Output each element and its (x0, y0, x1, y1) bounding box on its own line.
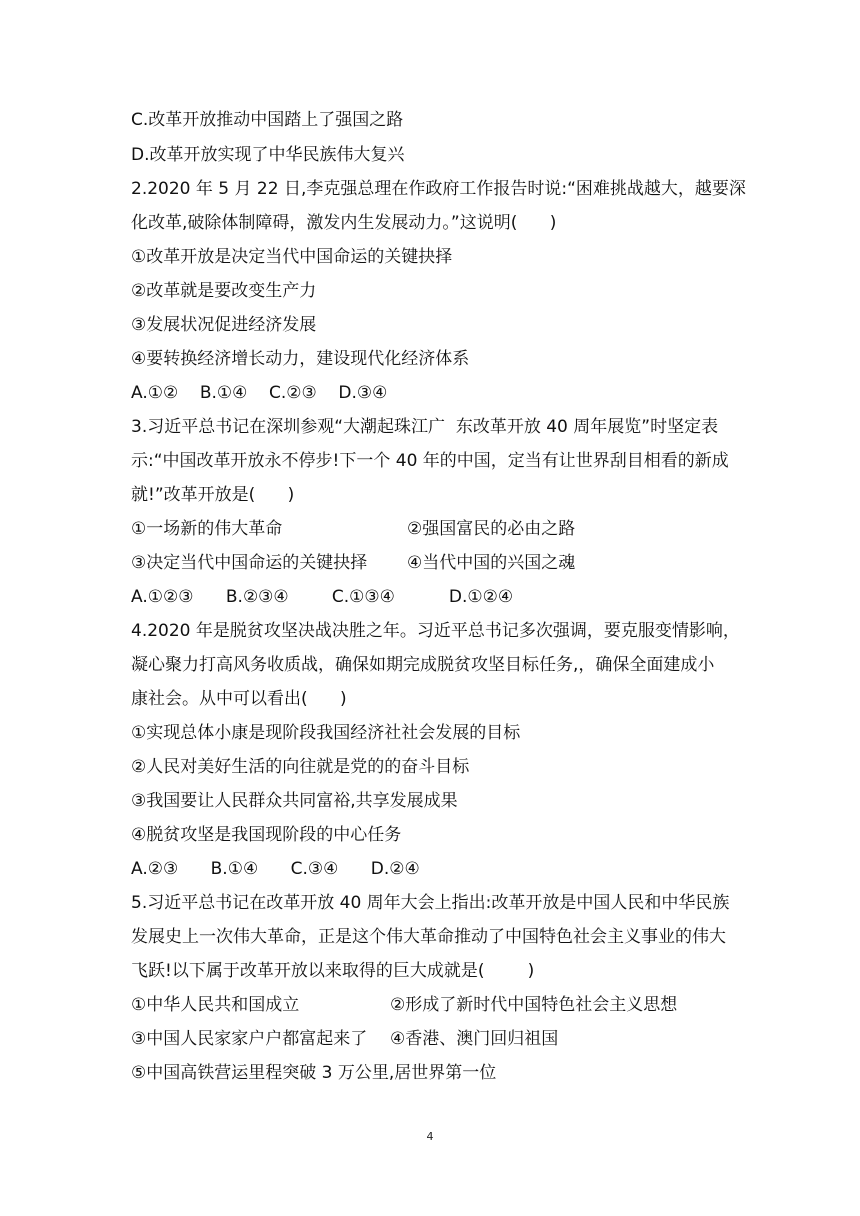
q4-statement-1: ①实现总体小康是现阶段我国经济社社会发展的目标 (131, 723, 521, 743)
q2-stem-line-2: 化改革,破除体制障碍，激发内生发展动力。”这说明( ) (131, 213, 557, 233)
q5-statement-4: ④香港、澳门回归祖国 (390, 1029, 559, 1049)
q2-choices: A.①② B.①④ C.②③ D.③④ (131, 383, 388, 403)
q3-stem-line-2: 示:“中国改革开放永不停步!下一个 40 年的中国，定当有让世界刮目相看的新成 (131, 451, 729, 471)
q5-stem-line-3: 飞跃!以下属于改革开放以来取得的巨大成就是( ) (131, 961, 535, 981)
page-number: 4 (426, 1130, 434, 1143)
q3-statement-4: ④当代中国的兴国之魂 (407, 553, 576, 573)
q3-choices: A.①②③ B.②③④ C.①③④ D.①②④ (131, 587, 514, 607)
q2-statement-2: ②改革就是要改变生产力 (131, 281, 317, 301)
q1-option-d: D.改革开放实现了中华民族伟大复兴 (131, 145, 405, 165)
q3-stem-line-3: 就!”改革开放是( ) (131, 485, 295, 505)
q1-option-c: C.改革开放推动中国踏上了强国之路 (131, 110, 404, 130)
q4-choices: A.②③ B.①④ C.③④ D.②④ (131, 859, 420, 879)
q2-stem-line-1: 2.2020 年 5 月 22 日,李克强总理在作政府工作报告时说:“困难挑战越大，越要深 (131, 179, 746, 199)
q4-statement-4: ④脱贫攻坚是我国现阶段的中心任务 (131, 825, 402, 845)
q2-statement-1: ①改革开放是决定当代中国命运的关键抉择 (131, 247, 453, 267)
q5-stem-line-1: 5.习近平总书记在改革开放 40 周年大会上指出:改革开放是中国人民和中华民族 (131, 893, 730, 913)
q5-statement-2: ②形成了新时代中国特色社会主义思想 (390, 995, 678, 1015)
q4-statement-3: ③我国要让人民群众共同富裕,共享发展成果 (131, 791, 458, 811)
q3-statement-2: ②强国富民的必由之路 (407, 519, 576, 539)
q5-statement-1: ①中华人民共和国成立 (131, 995, 300, 1015)
q3-stem-line-1: 3.习近平总书记在深圳参观“大潮起珠江广 东改革开放 40 周年展览”时坚定表 (131, 417, 719, 437)
q4-stem-line-1: 4.2020 年是脱贫攻坚决战决胜之年。习近平总书记多次强调，要克服变情影响， (131, 621, 740, 641)
q4-stem-line-2: 凝心聚力打高风务收质战，确保如期完成脱贫攻坚目标任务,，确保全面建成小 (131, 655, 715, 675)
q2-statement-3: ③发展状况促进经济发展 (131, 315, 317, 335)
q3-statement-3: ③决定当代中国命运的关键抉择 (131, 553, 368, 573)
q4-statement-2: ②人民对美好生活的向往就是党的的奋斗目标 (131, 757, 470, 777)
q5-stem-line-2: 发展史上一次伟大革命，正是这个伟大革命推动了中国特色社会主义事业的伟大 (131, 927, 726, 947)
q4-stem-line-3: 康社会。从中可以看出( ) (131, 689, 347, 709)
q5-statement-3: ③中国人民家家户户都富起来了 (131, 1029, 368, 1049)
q2-statement-4: ④要转换经济增长动力，建设现代化经济体系 (131, 349, 470, 369)
q5-statement-5: ⑤中国高铁营运里程突破 3 万公里,居世界第一位 (131, 1063, 497, 1083)
q3-statement-1: ①一场新的伟大革命 (131, 519, 283, 539)
